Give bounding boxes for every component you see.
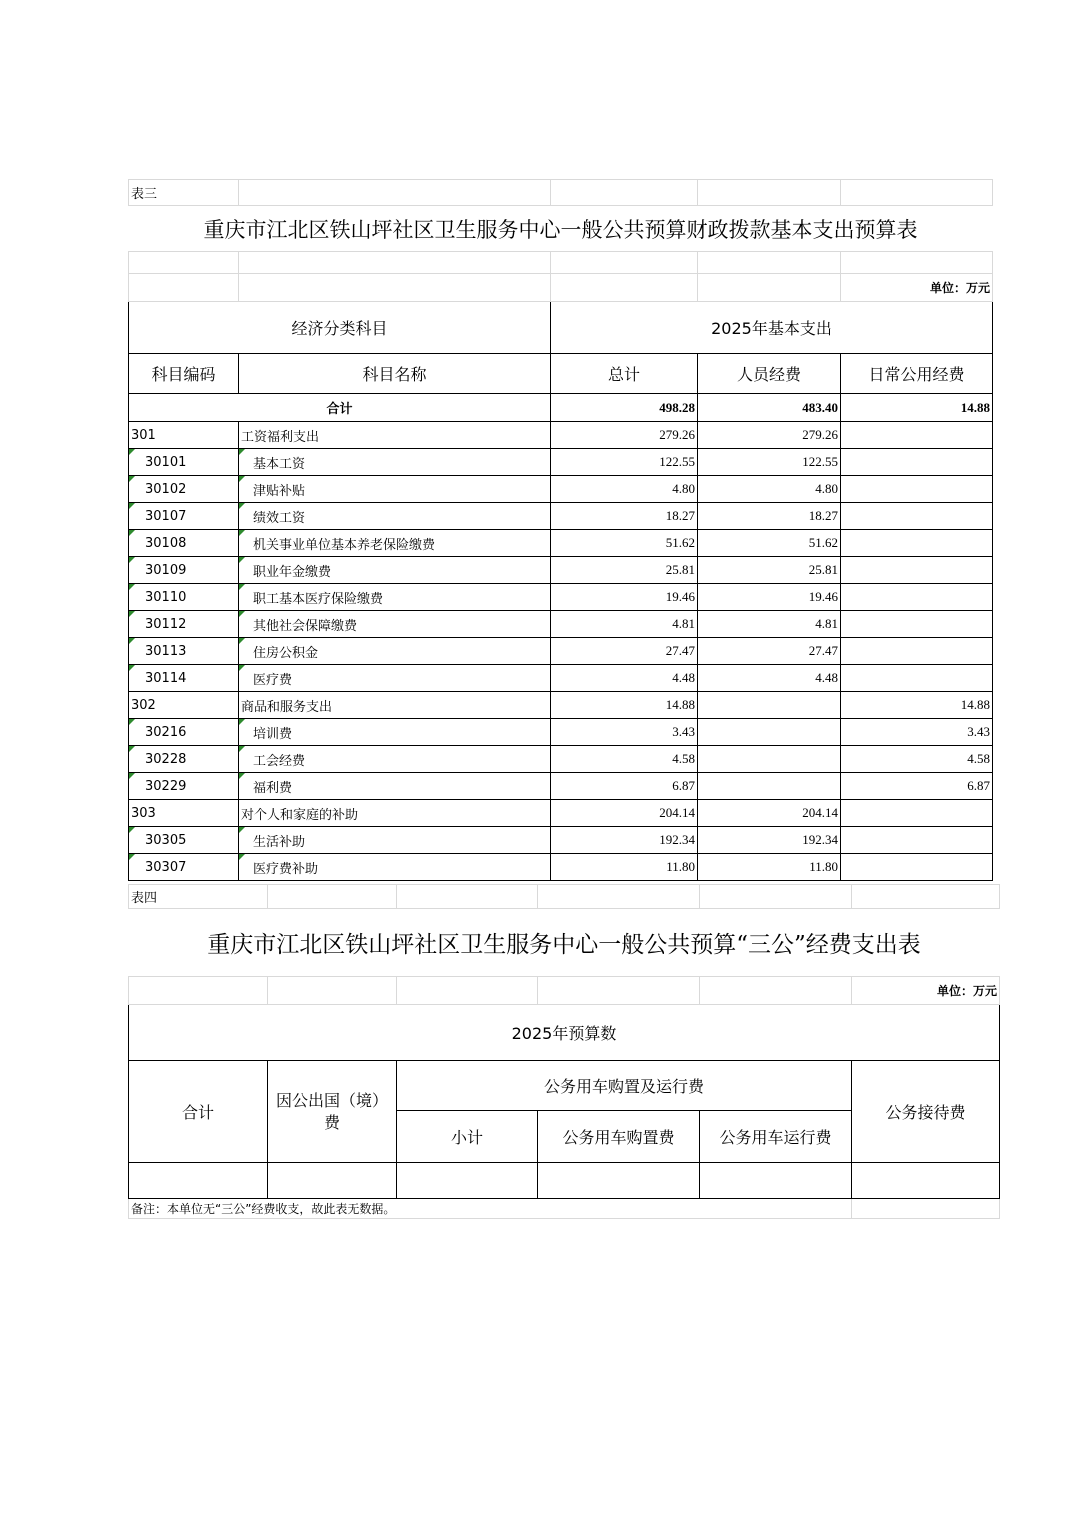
cell-personnel: 51.62 xyxy=(698,530,841,557)
cell-code: 301 xyxy=(129,422,239,449)
table-row xyxy=(129,854,993,881)
sum-personnel: 483.40 xyxy=(698,394,841,422)
header-budget: 2025年预算数 xyxy=(129,1005,1000,1061)
cell-total: 3.43 xyxy=(551,719,698,746)
cell-name: 对个人和家庭的补助 xyxy=(239,800,551,827)
cell-code: 30109 xyxy=(129,557,239,584)
cell-public xyxy=(841,827,993,854)
table3-body xyxy=(129,422,993,881)
header-subtotal: 小计 xyxy=(397,1111,538,1163)
cell-public xyxy=(841,476,993,503)
cell-code: 30102 xyxy=(129,476,239,503)
header-public: 日常公用经费 xyxy=(841,354,993,394)
table4-unit: 单位：万元 xyxy=(852,977,1000,1005)
cell-personnel: 4.48 xyxy=(698,665,841,692)
cell-code: 30108 xyxy=(129,530,239,557)
cell-public xyxy=(841,665,993,692)
cell-total: 6.87 xyxy=(551,773,698,800)
cell-total: 19.46 xyxy=(551,584,698,611)
table-row xyxy=(129,827,993,854)
cell-public xyxy=(841,854,993,881)
cell-total: 27.47 xyxy=(551,638,698,665)
cell-personnel xyxy=(698,692,841,719)
cell-total: 4.48 xyxy=(551,665,698,692)
header-code: 科目编码 xyxy=(129,354,239,394)
cell-personnel: 18.27 xyxy=(698,503,841,530)
cell-public xyxy=(841,557,993,584)
header-purchase: 公务用车购置费 xyxy=(538,1111,700,1163)
cell-name: 生活补助 xyxy=(239,827,551,854)
table4 xyxy=(128,884,999,1219)
cell-name: 医疗费补助 xyxy=(239,854,551,881)
cell-personnel: 4.80 xyxy=(698,476,841,503)
table-row xyxy=(129,557,993,584)
cell-personnel xyxy=(698,746,841,773)
table-row xyxy=(129,530,993,557)
table-row xyxy=(129,422,993,449)
cell-code: 303 xyxy=(129,800,239,827)
table-row xyxy=(129,638,993,665)
cell-code: 30107 xyxy=(129,503,239,530)
cell-name: 医疗费 xyxy=(239,665,551,692)
cell-name: 住房公积金 xyxy=(239,638,551,665)
cell-name: 津贴补贴 xyxy=(239,476,551,503)
cell-name: 其他社会保障缴费 xyxy=(239,611,551,638)
table3 xyxy=(128,179,992,881)
cell-personnel xyxy=(698,773,841,800)
sum-total: 498.28 xyxy=(551,394,698,422)
sum-label: 合计 xyxy=(129,394,551,422)
cell-public: 14.88 xyxy=(841,692,993,719)
cell-total: 51.62 xyxy=(551,530,698,557)
cell-name: 商品和服务支出 xyxy=(239,692,551,719)
cell-personnel: 204.14 xyxy=(698,800,841,827)
table4-note: 备注：本单位无“三公”经费收支，故此表无数据。 xyxy=(129,1199,852,1219)
cell-total: 122.55 xyxy=(551,449,698,476)
table4-label: 表四 xyxy=(129,885,268,909)
cell-name: 职工基本医疗保险缴费 xyxy=(239,584,551,611)
cell-total: 25.81 xyxy=(551,557,698,584)
table-row xyxy=(129,476,993,503)
table-row xyxy=(129,692,993,719)
header-vehicle: 公务用车购置及运行费 xyxy=(397,1061,852,1111)
cell-personnel: 25.81 xyxy=(698,557,841,584)
cell-total: 18.27 xyxy=(551,503,698,530)
table3-title: 重庆市江北区铁山坪社区卫生服务中心一般公共预算财政拨款基本支出预算表 xyxy=(203,217,918,242)
table-row xyxy=(129,773,993,800)
cell-public: 4.58 xyxy=(841,746,993,773)
cell-personnel: 279.26 xyxy=(698,422,841,449)
sum-row xyxy=(129,394,993,422)
cell-personnel: 4.81 xyxy=(698,611,841,638)
cell-name: 培训费 xyxy=(239,719,551,746)
cell-name: 绩效工资 xyxy=(239,503,551,530)
cell-code: 30229 xyxy=(129,773,239,800)
table-row xyxy=(129,503,993,530)
table4-title: 重庆市江北区铁山坪社区卫生服务中心一般公共预算“三公”经费支出表 xyxy=(207,932,921,958)
header-t4-total: 合计 xyxy=(129,1061,268,1163)
cell-public: 3.43 xyxy=(841,719,993,746)
header-operation: 公务用车运行费 xyxy=(700,1111,852,1163)
table3-label: 表三 xyxy=(129,180,239,206)
cell-code: 30216 xyxy=(129,719,239,746)
table-row xyxy=(129,449,993,476)
table3-grid xyxy=(128,179,993,881)
table3-unit: 单位：万元 xyxy=(841,274,993,302)
cell-public xyxy=(841,422,993,449)
cell-name: 工资福利支出 xyxy=(239,422,551,449)
cell-name: 福利费 xyxy=(239,773,551,800)
cell-code: 30305 xyxy=(129,827,239,854)
cell-personnel: 122.55 xyxy=(698,449,841,476)
cell-total: 4.58 xyxy=(551,746,698,773)
table4-empty-row xyxy=(129,1163,1000,1199)
cell-code: 30228 xyxy=(129,746,239,773)
header-name: 科目名称 xyxy=(239,354,551,394)
cell-public xyxy=(841,503,993,530)
cell-code: 30110 xyxy=(129,584,239,611)
cell-public xyxy=(841,530,993,557)
cell-personnel: 11.80 xyxy=(698,854,841,881)
header-basic-expense: 2025年基本支出 xyxy=(551,302,993,354)
cell-total: 14.88 xyxy=(551,692,698,719)
cell-name: 机关事业单位基本养老保险缴费 xyxy=(239,530,551,557)
table-row xyxy=(129,719,993,746)
cell-public xyxy=(841,638,993,665)
table-row xyxy=(129,611,993,638)
cell-total: 11.80 xyxy=(551,854,698,881)
cell-total: 192.34 xyxy=(551,827,698,854)
cell-personnel: 27.47 xyxy=(698,638,841,665)
table-row xyxy=(129,800,993,827)
sum-public: 14.88 xyxy=(841,394,993,422)
cell-total: 4.80 xyxy=(551,476,698,503)
cell-total: 279.26 xyxy=(551,422,698,449)
cell-code: 30112 xyxy=(129,611,239,638)
cell-public xyxy=(841,584,993,611)
cell-name: 职业年金缴费 xyxy=(239,557,551,584)
header-personnel: 人员经费 xyxy=(698,354,841,394)
cell-name: 工会经费 xyxy=(239,746,551,773)
header-reception: 公务接待费 xyxy=(852,1061,1000,1163)
header-economic-class: 经济分类科目 xyxy=(129,302,551,354)
cell-personnel: 19.46 xyxy=(698,584,841,611)
table-row xyxy=(129,665,993,692)
cell-code: 30113 xyxy=(129,638,239,665)
cell-name: 基本工资 xyxy=(239,449,551,476)
table-row xyxy=(129,584,993,611)
table-row xyxy=(129,746,993,773)
cell-personnel: 192.34 xyxy=(698,827,841,854)
cell-code: 302 xyxy=(129,692,239,719)
cell-code: 30307 xyxy=(129,854,239,881)
header-total: 总计 xyxy=(551,354,698,394)
cell-code: 30101 xyxy=(129,449,239,476)
cell-total: 4.81 xyxy=(551,611,698,638)
cell-public: 6.87 xyxy=(841,773,993,800)
cell-public xyxy=(841,800,993,827)
cell-public xyxy=(841,449,993,476)
table4-grid xyxy=(128,884,1000,1219)
cell-total: 204.14 xyxy=(551,800,698,827)
cell-personnel xyxy=(698,719,841,746)
cell-public xyxy=(841,611,993,638)
cell-code: 30114 xyxy=(129,665,239,692)
header-abroad: 因公出国（境）费 xyxy=(268,1061,397,1163)
